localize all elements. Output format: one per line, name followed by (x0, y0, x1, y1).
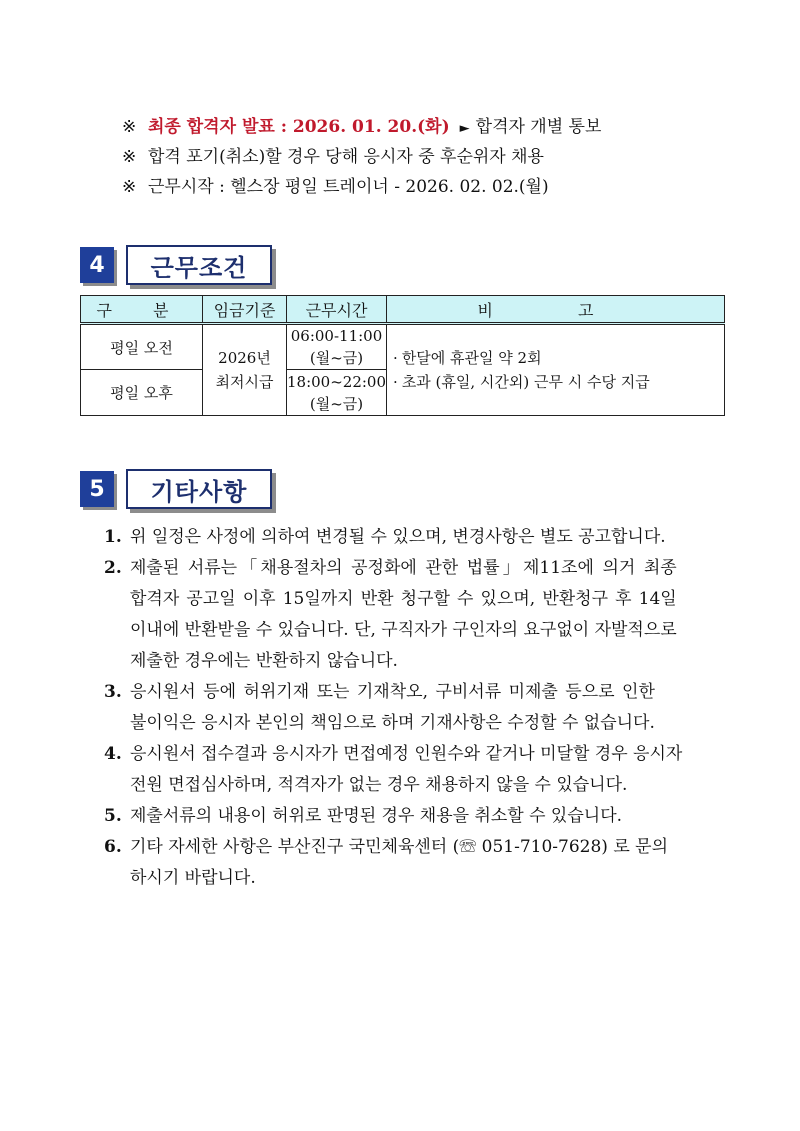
remark-line: · 초과 (휴일, 시간외) 근무 시 수당 지급 (393, 373, 650, 391)
list-item: 1. 위 일정은 사정에 의하여 변경될 수 있으며, 변경사항은 별도 공고합니다. (104, 527, 666, 547)
table-header-row (81, 296, 725, 324)
hours-cell: 06:00-11:00 (월~금) (287, 324, 387, 370)
note-mark: ※ (122, 147, 137, 167)
list-item: 2. 제출된 서류는「채용절차의 공정화에 관한 법률」제11조에 의거 최종 합격자 공고일 이후 15일까지 반환 청구할 수 있으며, 반환청구 후 14일 이내에 반환받을 수 있습니다. 단, 구직자가 구인자의 요구없이 자발적으로 제출한 경우에는 반환하지 않습니다. (104, 558, 677, 671)
section-title: 기타사항 (126, 469, 272, 509)
wage-cell: 2026년 최저시급 (203, 324, 287, 416)
note-mark: ※ (122, 177, 137, 197)
note-text: 합격 포기(취소)할 경우 당해 응시자 중 후순위자 채용 (148, 147, 544, 167)
note-mark: ※ (122, 117, 137, 137)
header-hours: 근무시간 (287, 296, 387, 324)
header-remarks: 비 고 (387, 296, 725, 324)
remarks-cell (387, 324, 725, 416)
section-number: 4 (80, 247, 114, 283)
header-wage: 임금기준 (203, 296, 287, 324)
announcement-date: 최종 합격자 발표 : 2026. 01. 20.(화) (148, 117, 450, 137)
section-header-5 (80, 468, 272, 510)
section-number: 5 (80, 471, 114, 507)
list-item: 5. 제출서류의 내용이 허위로 판명된 경우 채용을 취소할 수 있습니다. (104, 806, 623, 826)
remark-line: · 한달에 휴관일 약 2회 (393, 349, 542, 367)
note-cancel (122, 142, 601, 172)
section-header-4 (80, 244, 272, 286)
division-cell: 평일 오전 (81, 324, 203, 370)
list-item: 6. 기타 자세한 사항은 부산진구 국민체육센터 (☏ 051-710-7628) 로 문의 하시기 바랍니다. (104, 837, 669, 888)
header-division: 구 분 (81, 296, 203, 324)
note-announcement (122, 112, 601, 142)
section-title: 근무조건 (126, 245, 272, 285)
notes-block (122, 112, 601, 202)
hours-cell: 18:00~22:00 (월~금) (287, 370, 387, 416)
list-item: 3. 응시원서 등에 허위기재 또는 기재착오, 구비서류 미제출 등으로 인한 불이익은 응시자 본인의 책임으로 하며 기재사항은 수정할 수 없습니다. (104, 682, 655, 733)
table-row (81, 324, 725, 370)
note-text: 근무시작 : 헬스장 평일 트레이너 - 2026. 02. 02.(월) (148, 177, 549, 197)
misc-items-list (104, 522, 744, 894)
arrow-icon: ► (459, 121, 470, 136)
note-text: 합격자 개별 통보 (475, 117, 602, 137)
work-conditions-table (80, 295, 725, 416)
division-cell: 평일 오후 (81, 370, 203, 416)
note-start (122, 172, 601, 202)
list-item: 4. 응시원서 접수결과 응시자가 면접예정 인원수와 같거나 미달할 경우 응시자 전원 면접심사하며, 적격자가 없는 경우 채용하지 않을 수 있습니다. (104, 744, 683, 795)
